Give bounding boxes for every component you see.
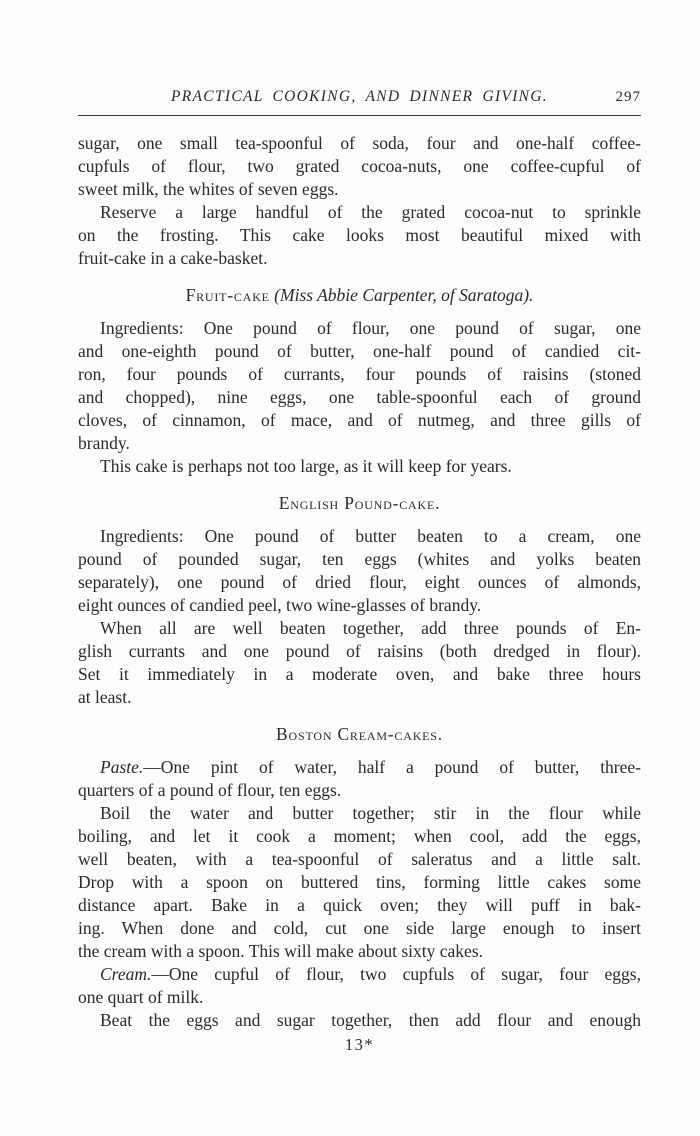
text-line (78, 756, 641, 779)
text-line (78, 686, 641, 709)
footer-signature: 13* (344, 1035, 375, 1054)
body-text: eight ounces of candied peel, two wine-glasses of brandy. (78, 595, 482, 615)
text-line (78, 132, 641, 155)
body-text: sweet milk, the whites of seven eggs. (78, 179, 339, 199)
header-title: PRACTICAL COOKING, AND DINNER GIVING. (171, 88, 548, 105)
text-line (78, 224, 641, 247)
recipe-heading (78, 492, 641, 515)
text-line (78, 571, 641, 594)
running-header (78, 88, 641, 110)
body-text: quarters of a pound of flour, ten eggs. (78, 780, 342, 800)
body-text: ing. When done and cold, cut one side large enough to insert (78, 918, 641, 938)
text-line (78, 201, 641, 224)
text-line (78, 663, 641, 686)
italic-text: Cream. (100, 964, 152, 984)
recipe-heading (78, 723, 641, 746)
paragraph (78, 317, 641, 455)
text-block (78, 88, 641, 1055)
text-line (78, 340, 641, 363)
text-line (78, 779, 641, 802)
text-line (78, 363, 641, 386)
paragraph (78, 963, 641, 1009)
body-text: Ingredients: One pound of flour, one pound of sugar, one (100, 318, 641, 338)
body-text: Drop with a spoon on buttered tins, forming little cakes some (78, 872, 641, 892)
text-line (78, 825, 641, 848)
body-text: When all are well beaten together, add three pounds of En- (100, 618, 641, 638)
italic-text: Paste. (100, 757, 144, 777)
text-line (78, 617, 641, 640)
text-line (78, 986, 641, 1009)
page-number: 297 (615, 89, 641, 105)
smallcaps-text: Boston Cream-cakes. (276, 724, 443, 744)
body-text: —One cupful of flour, two cupfuls of sugar, four eggs, (151, 964, 641, 984)
text-line (78, 848, 641, 871)
text-line (78, 178, 641, 201)
body-text: brandy. (78, 433, 130, 453)
text-line (78, 155, 641, 178)
body-text: sugar, one small tea-spoonful of soda, four and one-half coffee- (78, 133, 641, 153)
text-line (78, 525, 641, 548)
body-text: Reserve a large handful of the grated cocoa-nut to sprinkle (100, 202, 641, 222)
paragraph (78, 132, 641, 201)
body-text: glish currants and one pound of raisins (both dredged in flour). (78, 641, 641, 661)
paragraph (78, 617, 641, 709)
body-text: cupfuls of flour, two grated cocoa-nuts, one coffee-cupful of (78, 156, 641, 176)
paragraph (78, 802, 641, 963)
paragraph (78, 201, 641, 270)
page-content (78, 132, 641, 1032)
paragraph (78, 756, 641, 802)
body-text: the cream with a spoon. This will make about sixty cakes. (78, 941, 484, 961)
body-text: and chopped), nine eggs, one table-spoonful each of ground (78, 387, 641, 407)
text-line (78, 409, 641, 432)
paragraph (78, 525, 641, 617)
body-text: cloves, of cinnamon, of mace, and of nutmeg, and three gills of (78, 410, 641, 430)
body-text: separately), one pound of dried flour, eight ounces of almonds, (78, 572, 641, 592)
text-line (78, 1009, 641, 1032)
body-text: and one-eighth pound of butter, one-half pound of candied cit- (78, 341, 641, 361)
body-text: Set it immediately in a moderate oven, and bake three hours (78, 664, 641, 684)
body-text: at least. (78, 687, 132, 707)
text-line (78, 594, 641, 617)
body-text: well beaten, with a tea-spoonful of saleratus and a little salt. (78, 849, 641, 869)
text-line (78, 317, 641, 340)
body-text: ron, four pounds of currants, four pounds of raisins (stoned (78, 364, 641, 384)
body-text: fruit-cake in a cake-basket. (78, 248, 268, 268)
text-line (78, 386, 641, 409)
body-text: one quart of milk. (78, 987, 204, 1007)
text-line (78, 917, 641, 940)
text-line (78, 940, 641, 963)
recipe-heading (78, 284, 641, 307)
body-text: This cake is perhaps not too large, as it will keep for years. (100, 456, 512, 476)
body-text: boiling, and let it cook a moment; when cool, add the eggs, (78, 826, 641, 846)
paragraph (78, 455, 641, 478)
text-line (78, 871, 641, 894)
text-line (78, 963, 641, 986)
body-text: Boil the water and butter together; stir in the flour while (100, 803, 641, 823)
body-text: —One pint of water, half a pound of butter, three- (143, 757, 641, 777)
body-text: Beat the eggs and sugar together, then add flour and enough (100, 1010, 641, 1030)
body-text: distance apart. Bake in a quick oven; they will puff in bak- (78, 895, 641, 915)
text-line (78, 432, 641, 455)
header-rule (78, 115, 641, 116)
text-line (78, 247, 641, 270)
text-line (78, 802, 641, 825)
text-line (78, 894, 641, 917)
body-text: on the frosting. This cake looks most beautiful mixed with (78, 225, 641, 245)
text-line (78, 548, 641, 571)
italic-text: (Miss Abbie Carpenter, of Saratoga). (274, 285, 534, 305)
text-line (78, 455, 641, 478)
smallcaps-text: Fruit-cake (185, 285, 270, 305)
body-text: Ingredients: One pound of butter beaten to a cream, one (100, 526, 641, 546)
smallcaps-text: English Pound-cake. (278, 493, 441, 513)
text-line (78, 640, 641, 663)
paragraph (78, 1009, 641, 1032)
body-text: pound of pounded sugar, ten eggs (whites and yolks beaten (78, 549, 641, 569)
